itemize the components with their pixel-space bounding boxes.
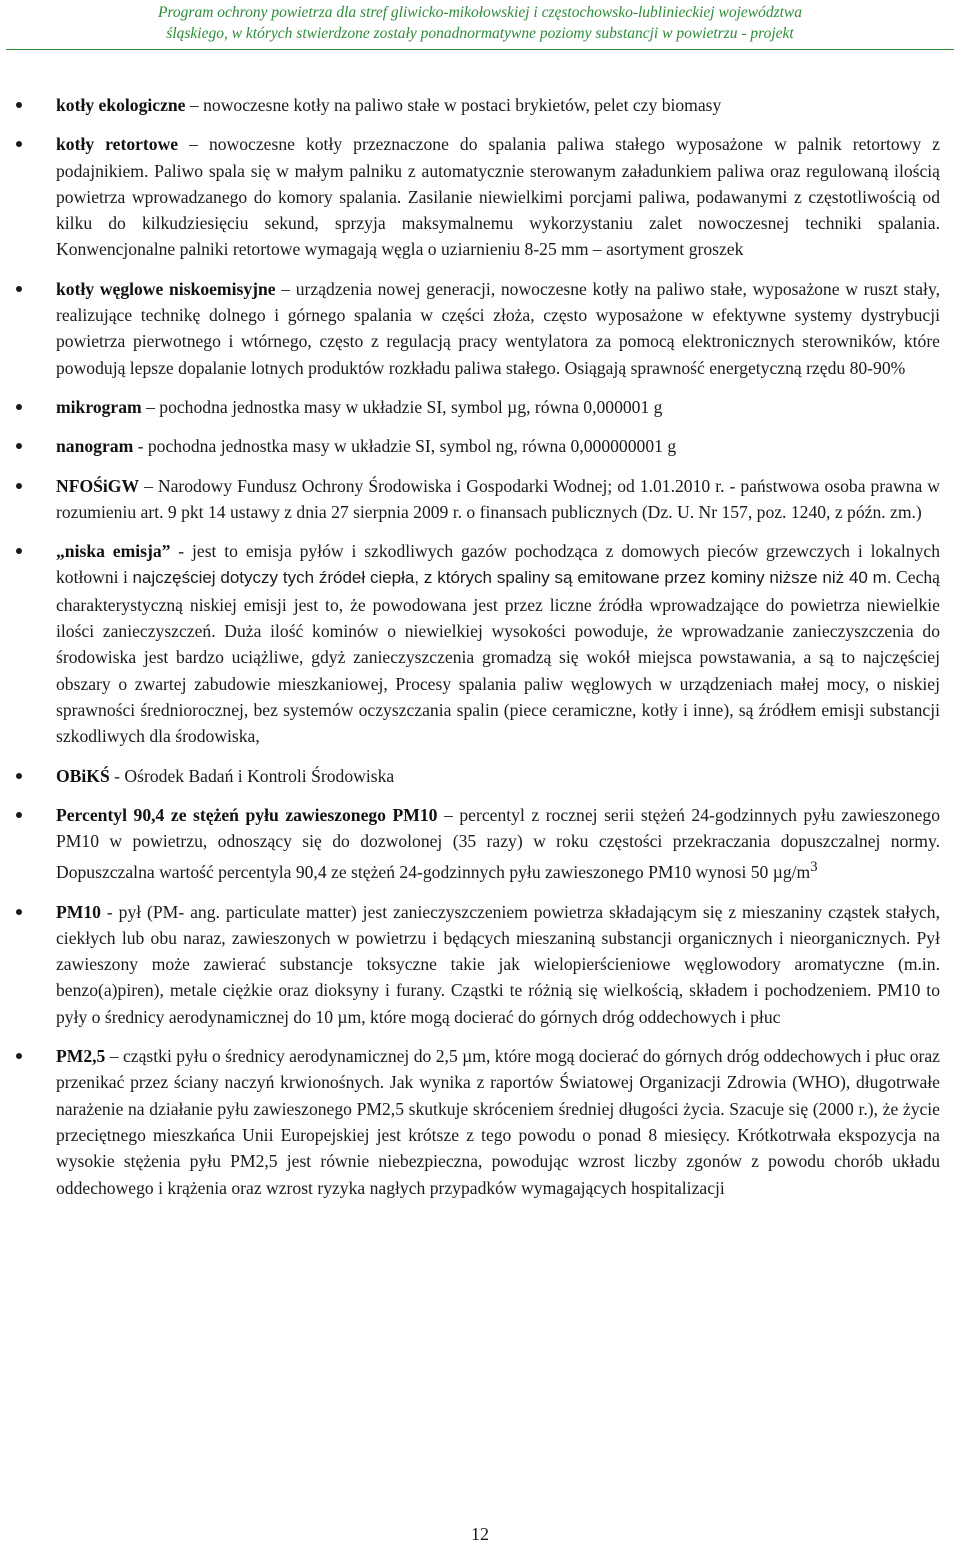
glossary-term: mikrogram <box>56 396 142 417</box>
glossary-entry-kotly-ekologiczne <box>56 92 940 118</box>
glossary-definition: – percentyl z rocznej serii stężeń 24-godzinnych pyłu zawieszonego PM10 w powietrzu, odnoszący się do dozwolonej (35 razy) w roku częstości przekraczania dopuszczalnej normy. Dopuszczalna wartość percentyla 90,4 ze stężeń 24-godzinnych pyłu zawieszonego PM10 wynosi 50 µg/m <box>56 804 941 883</box>
glossary-definition: – nowoczesne kotły przeznaczone do spalania paliwa stałego wyposażone w palnik retortowy z podajnikiem. Paliwo spala się w małym palniku z automatycznie sterowanym załadunkiem paliwa oraz regulowaną ilością powietrza wprowadzanego do komory spalania. Zasilanie niewielkimi porcjami paliwa, podawanymi z częstotliwością od kilku do kilkudziesięciu sekund, sprzyja maksymalnemu wykorzystaniu zalet nowoczesnej techniki spalania. Konwencjonalne palniki retortowe wymagają węgla o uziarnieniu 8-25 mm – asortyment groszek <box>56 134 940 260</box>
bullet-icon <box>16 443 22 449</box>
glossary-entry-kotly-weglowe <box>56 276 940 381</box>
bullet-icon <box>16 286 22 292</box>
glossary-definition: – pochodna jednostka masy w układzie SI, symbol µg, równa 0,000001 g <box>141 396 663 417</box>
glossary-entry-pm25 <box>56 1043 940 1201</box>
glossary-entry-kotly-retortowe <box>56 131 940 262</box>
header-line-2: śląskiego, w których stwierdzone zostały ponadnormatywne poziomy substancji w powietrzu - projekt <box>166 25 794 42</box>
page-header <box>0 2 960 44</box>
glossary-term: „niska emisja” <box>56 541 171 562</box>
glossary-term: kotły ekologiczne <box>56 95 186 115</box>
glossary-definition: – Narodowy Fundusz Ochrony Środowiska i Gospodarki Wodnej; od 1.01.2010 r. - państwowa osoba prawna w rozumieniu art. 9 pkt 14 ustawy z dnia 27 sierpnia 2009 r. o finansach publicznych (Dz. U. Nr 157, poz. 1240, z późn. zm.) <box>56 475 940 522</box>
glossary-entry-niska-emisja <box>56 538 940 749</box>
bullet-icon <box>16 404 22 410</box>
glossary-entry-mikrogram <box>56 394 940 420</box>
bullet-icon <box>16 483 22 489</box>
glossary-definition: – cząstki pyłu o średnicy aerodynamicznej do 2,5 µm, które mogą docierać do górnych dróg oddechowych i płuc oraz przenikać przez ściany naczyń krwionośnych. Jak wynika z raportów Światowej Organizacji Zdrowia (WHO), długotrwałe narażenie na działanie pyłu zawieszonego PM2,5 skutkuje skróceniem średniej długości życia. Szacuje się (2000 r.), że życie przeciętnego mieszkańca Unii Europejskiej jest krótsze z tego powodu o ponad 8 miesięcy. Krótkotrwała ekspozycja na wysokie stężenia pyłu PM2,5 jest równie niebezpieczna, powodując wzrost liczby zgonów z powodu chorób układu oddechowego i krążenia oraz wzrost ryzyka nagłych przypadków wymagających hospitalizacji <box>56 1046 940 1198</box>
glossary-term: kotły retortowe <box>56 134 179 155</box>
header-divider <box>6 49 954 50</box>
glossary-entry-pm10 <box>56 899 940 1030</box>
glossary-entry-nfosigw <box>56 473 940 526</box>
bullet-icon <box>16 141 22 147</box>
glossary-definition: - pochodna jednostka masy w układzie SI, symbol ng, równa 0,000000001 g <box>133 436 677 457</box>
glossary-definition: – nowoczesne kotły na paliwo stałe w postaci brykietów, pelet czy biomasy <box>185 95 722 115</box>
bullet-icon <box>16 102 22 108</box>
glossary-entry-obiks <box>56 763 940 789</box>
glossary-definition: - pył (PM- ang. particulate matter) jest zanieczyszczeniem powietrza składającym się z mieszaniny cząstek stałych, ciekłych lub obu naraz, zawieszonych w powietrzu i będących mieszaniną substancji organicznych i nieorganicznych. Pył zawieszony może zawierać substancje toksyczne takie jak wielopierścieniowe węglowodory aromatyczne (m.in. benzo(a)piren), metale ciężkie oraz dioksyny i furany. Cząstki te różnią się wielkością, składem i pochodzeniem. PM10 to pyły o średnicy aerodynamicznej do 10 µm, które mogą docierać do górnych dróg oddechowych i płuc <box>56 901 940 1027</box>
glossary-definition: - jest to emisja pyłów i szkodliwych gazów pochodząca z domowych pieców grzewczych i lokalnych kotłowni i <box>56 541 940 588</box>
superscript: 3 <box>810 859 818 876</box>
glossary-entry-nanogram <box>56 433 940 459</box>
glossary-term: Percentyl 90,4 ze stężeń pyłu zawieszonego PM10 <box>56 804 438 825</box>
glossary-term: kotły węglowe niskoemisyjne <box>56 278 276 299</box>
glossary-definition: - Ośrodek Badań i Kontroli Środowiska <box>109 765 395 786</box>
glossary-term: OBiKŚ <box>56 765 110 786</box>
glossary-term: NFOŚiGW <box>56 475 140 496</box>
glossary-definition-sans: najczęściej dotyczy tych źródeł ciepła, z których spaliny są emitowane przez kominy niższe niż 40 m. <box>132 568 892 588</box>
glossary-term: nanogram <box>56 436 134 457</box>
page-number: 12 <box>471 1524 489 1544</box>
glossary-entry-percentyl <box>56 802 940 886</box>
glossary-term: PM2,5 <box>56 1046 106 1067</box>
header-line-1: Program ochrony powietrza dla stref gliwicko-mikołowskiej i częstochowsko-lublinieckiej województwa <box>157 4 803 21</box>
bullet-icon <box>16 909 22 915</box>
glossary-definition-cont: Cechą charakterystyczną niskiej emisji jest to, że powodowana jest przez liczne źródła wprowadzające do powietrza niewielkie ilości zanieczyszczeń. Duża ilość kominów o niewielkiej wysokości powoduje, że wprowadzanie zanieczyszczenia do środowiska jest bardzo uciążliwe, gdyż zanieczyszczenia gromadzą się wokół miejsca powstawania, a są to najczęściej obszary o zwartej zabudowie mieszkaniowej, Procesy spalania paliw węglowych w urządzeniach małej mocy, o niskiej sprawności średniorocznej, bez systemów oczyszczania spalin (piece ceramiczne, kotły i inne), są źródłem emisji substancji szkodliwych dla środowiska, <box>56 567 940 747</box>
bullet-icon <box>16 773 22 779</box>
bullet-icon <box>16 1053 22 1059</box>
bullet-icon <box>16 812 22 818</box>
bullet-icon <box>16 548 22 554</box>
glossary-list <box>0 92 960 1201</box>
glossary-term: PM10 <box>56 901 101 922</box>
glossary-definition: – urządzenia nowej generacji, nowoczesne kotły na paliwo stałe, wyposażone w ruszt stały, realizujące technikę dolnego i górnego spalania w części złoża, często wyposażone w efektywne systemy dystrybucji powietrza pierwotnego i wtórnego, często z regulacją pracy wentylatora za pomocą elektronicznych sterowników, które powodują lepsze dopalanie lotnych produktów rozkładu paliwa stałego. Osiągają sprawność energetyczną rzędu 80-90% <box>56 278 940 378</box>
